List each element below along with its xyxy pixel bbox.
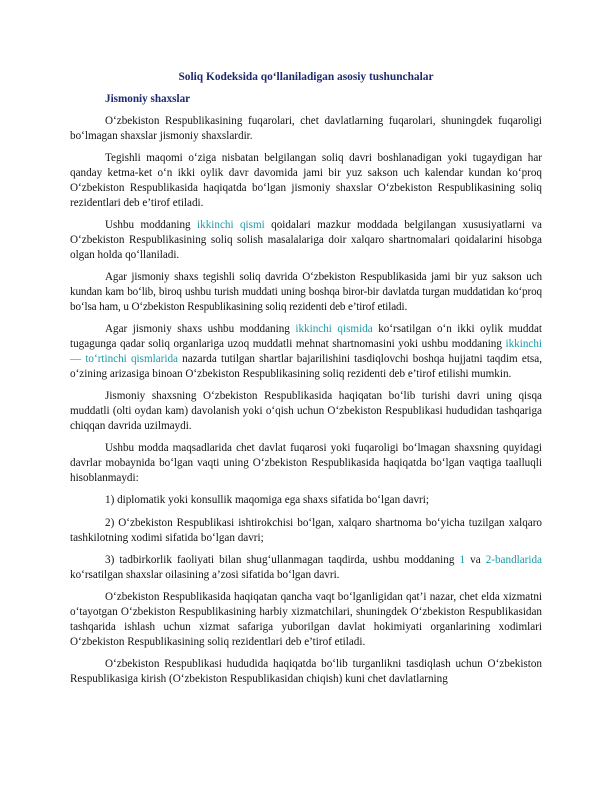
paragraph-1: O‘zbekiston Respublikasining fuqarolari, chet davlatlarning fuqarolari, shuningdek fuqaroligi bo‘lmagan shaxslar jismoniy shaxslardir. xyxy=(70,114,542,142)
paragraph-2: Tegishli maqomi o‘ziga nisbatan belgilangan soliq davri boshlanadigan yoki tugaydigan har qanday ketma-ket o‘n ikki oylik davr davomida jami bir yuz sakson uch kalendar kundan ko‘proq O‘zbekiston Respublikasida haqiqatda bo‘lgan jismoniy shaxslar O‘zbekiston Respublikasining soliq rezidentlari deb e’tirof etiladi. xyxy=(70,152,542,209)
paragraph-5-text-cont: ko‘rsatilgan o‘n ikki oylik muddat tugagunga qadar soliq organlariga uzoq muddatli mehnat shartnomasini yoki ushbu moddaning xyxy=(70,323,542,351)
document-title: Soliq Kodeksida qo‘llaniladigan asosiy tushunchalar xyxy=(178,71,434,83)
list-item-3-and: va xyxy=(465,553,486,566)
paragraph-3-text-cont: qoidalari mazkur moddada belgilangan xususiyatlarni va O‘zbekiston Respublikasining soliq solish masalalariga doir xalqaro shartnomalari qoidalarini hisobga olgan holda qo‘llaniladi. xyxy=(70,219,543,261)
list-item-1: 1) diplomatik yoki konsullik maqomiga ega shaxs sifatida bo‘lgan davri; xyxy=(105,494,429,507)
list-item-3-text: 3) tadbirkorlik faoliyati bilan shug‘ullanmagan taqdirda, ushbu moddaning xyxy=(105,553,460,566)
link-band-2[interactable]: 2-bandlarida xyxy=(485,553,542,566)
list-item-3-text-end: ko‘rsatilgan shaxslar oilasining a’zosi sifatida bo‘lgan davri. xyxy=(70,568,340,581)
link-ikkinchi-qismida[interactable]: ikkinchi qismida xyxy=(295,323,373,336)
paragraph-5 xyxy=(70,322,542,382)
paragraph-4: Agar jismoniy shaxs tegishli soliq davrida O‘zbekiston Respublikasida jami bir yuz sakson uch kundan kam bo‘lib, biroq ushbu turish muddati uning boshqa biror-bir davlatda turgan muddatidan ko‘proq bo‘lsa ham, u O‘zbekiston Respublikasining soliq rezidenti deb e’tirof etiladi. xyxy=(70,271,542,313)
paragraph-11: O‘zbekiston Respublikasida haqiqatan qancha vaqt bo‘lganligidan qat’i nazar, chet elda xizmatni o‘tayotgan O‘zbekiston Respublikasining harbiy xizmatchilari, shuningdek O‘zbekiston Respublikasidan tashqarida ishlash uchun xizmat safariga yuborilgan davlat hokimiyati organlarining xodimlari O‘zbekiston Respublikasining soliq rezidentlari deb e’tirof etiladi. xyxy=(70,591,542,648)
link-ikkinchi-qismi[interactable]: ikkinchi qismi xyxy=(197,219,265,232)
paragraph-6: Jismoniy shaxsning O‘zbekiston Respublikasida haqiqatan bo‘lib turishi davri uning qisqa muddatli (olti oydan kam) davolanish yoki o‘qish uchun O‘zbekiston Respublikasi hududidan tashqariga chiqqan davrida uzilmaydi. xyxy=(70,390,542,433)
paragraph-5-text: Agar jismoniy shaxs ushbu moddaning xyxy=(105,323,296,336)
paragraph-3-text: Ushbu moddaning xyxy=(105,219,198,232)
link-ikkinchi-tortinchi-qismlarida[interactable]: ikkinchi — to‘rtinchi qismlarida xyxy=(70,338,542,366)
section-heading: Jismoniy shaxslar xyxy=(105,92,191,105)
link-band-1[interactable]: 1 xyxy=(459,553,466,566)
paragraph-12: O‘zbekiston Respublikasi hududida haqiqatda bo‘lib turganlikni tasdiqlash uchun O‘zbekiston Respublikasiga kirish (O‘zbekiston Respublikasidan chiqish) kuni chet davlatlarning xyxy=(70,658,542,686)
document-page xyxy=(70,68,542,694)
list-item-3 xyxy=(70,553,542,583)
paragraph-5-text-end: nazarda tutilgan shartlar bajarilishini tasdiqlovchi boshqa hujjatni taqdim etsa, o‘zining arizasiga binoan O‘zbekiston Respublikasining soliq rezidenti deb e’tirof etilishi mumkin. xyxy=(70,353,542,380)
list-item-2: 2) O‘zbekiston Respublikasi ishtirokchisi bo‘lgan, xalqaro shartnoma bo‘yicha tuzilgan xalqaro tashkilotning xodimi sifatida bo‘lgan davri; xyxy=(70,516,542,544)
paragraph-7: Ushbu modda maqsadlarida chet davlat fuqarosi yoki fuqaroligi bo‘lmagan shaxsning quyidagi davrlar mobaynida bo‘lgan vaqti uning O‘zbekiston Respublikasida haqiqatda bo‘lgan vaqtiga taalluqli hisoblanmaydi: xyxy=(70,442,542,485)
paragraph-3 xyxy=(70,218,542,263)
